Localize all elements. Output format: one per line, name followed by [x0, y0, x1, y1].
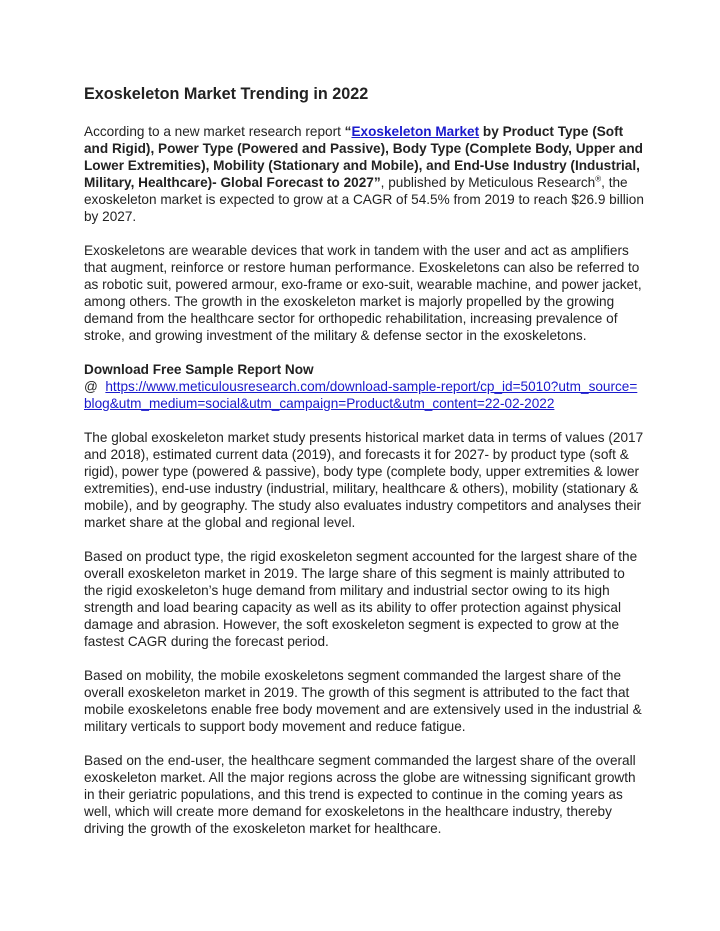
intro-published-by: , published by Meticulous Research	[380, 175, 596, 190]
intro-lead: According to a new market research report	[84, 124, 345, 139]
mobility-paragraph: Based on mobility, the mobile exoskeletons segment commanded the largest share of the overall exoskeleton market in 2019. The growth of this segment is attributed to the fact that mobile exoskeletons enable free body movement and are extensively used in the industrial & military verticals to support body movement and reduce fatigue.	[84, 668, 642, 734]
registered-mark: ®	[595, 174, 602, 184]
intro-paragraph	[84, 123, 644, 225]
report-title: by Product Type (Soft and Rigid), Power Type (Powered and Passive), Body Type (Complete Body, Upper and Lower Extremities), Mobility (Stationary and Mobile), and End-Use Industry (Industrial, Military, Healthcare)- Global Forecast to 2027”	[84, 124, 643, 190]
document-page	[84, 83, 644, 854]
end-user-paragraph: Based on the end-user, the healthcare segment commanded the largest share of the overall exoskeleton market. All the major regions across the globe are witnessing significant growth in their geriatric populations, and this trend is expected to continue in the coming years as well, which will create more demand for exoskeletons in the healthcare industry, thereby driving the growth of the exoskeleton market for healthcare.	[84, 753, 636, 836]
download-heading: Download Free Sample Report Now	[84, 362, 314, 377]
intro-tail: , the exoskeleton market is expected to grow at a CAGR of 54.5% from 2019 to reach $26.9 billion by 2027.	[84, 175, 644, 224]
study-paragraph: The global exoskeleton market study presents historical market data in terms of values (2017 and 2018), estimated current data (2019), and forecasts it for 2027- by product type (soft & rigid), power type (powered & passive), body type (complete body, upper extremities & lower extremities), end-use industry (industrial, military, healthcare & others), mobility (stationary & mobile), and by geography. The study also evaluates industry competitors and analyses their market share at the global and regional level.	[84, 430, 644, 530]
download-link-line	[84, 378, 644, 412]
download-sample-link[interactable]: https://www.meticulousresearch.com/download-sample-report/cp_id=5010?utm_source=blog&utm_medium=social&utm_campaign=Product&utm_content=22-02-2022	[84, 379, 638, 411]
product-type-paragraph: Based on product type, the rigid exoskeleton segment accounted for the largest share of the overall exoskeleton market in 2019. The large share of this segment is mainly attributed to the rigid exoskeleton’s huge demand from military and industrial sector owing to its high strength and load bearing capacity as well as its ability to offer protection against physical damage and abrasion. However, the soft exoskeleton segment is expected to grow at the fastest CAGR during the forecast period.	[84, 549, 638, 649]
at-symbol: @	[84, 379, 98, 394]
definition-paragraph: Exoskeletons are wearable devices that work in tandem with the user and act as amplifiers that augment, reinforce or restore human performance. Exoskeletons can also be referred to as robotic suit, powered armour, exo-frame or exo-suit, wearable machine, and power jacket, among others. The growth in the exoskeleton market is majorly propelled by the growing demand from the healthcare sector for orthopedic rehabilitation, increasing prevalence of stroke, and growing investment of the military & defense sector in the exoskeletons.	[84, 243, 642, 343]
page-title: Exoskeleton Market Trending in 2022	[84, 85, 369, 103]
intro-open-quote: “	[344, 124, 352, 139]
exoskeleton-market-link[interactable]: Exoskeleton Market	[351, 124, 480, 139]
